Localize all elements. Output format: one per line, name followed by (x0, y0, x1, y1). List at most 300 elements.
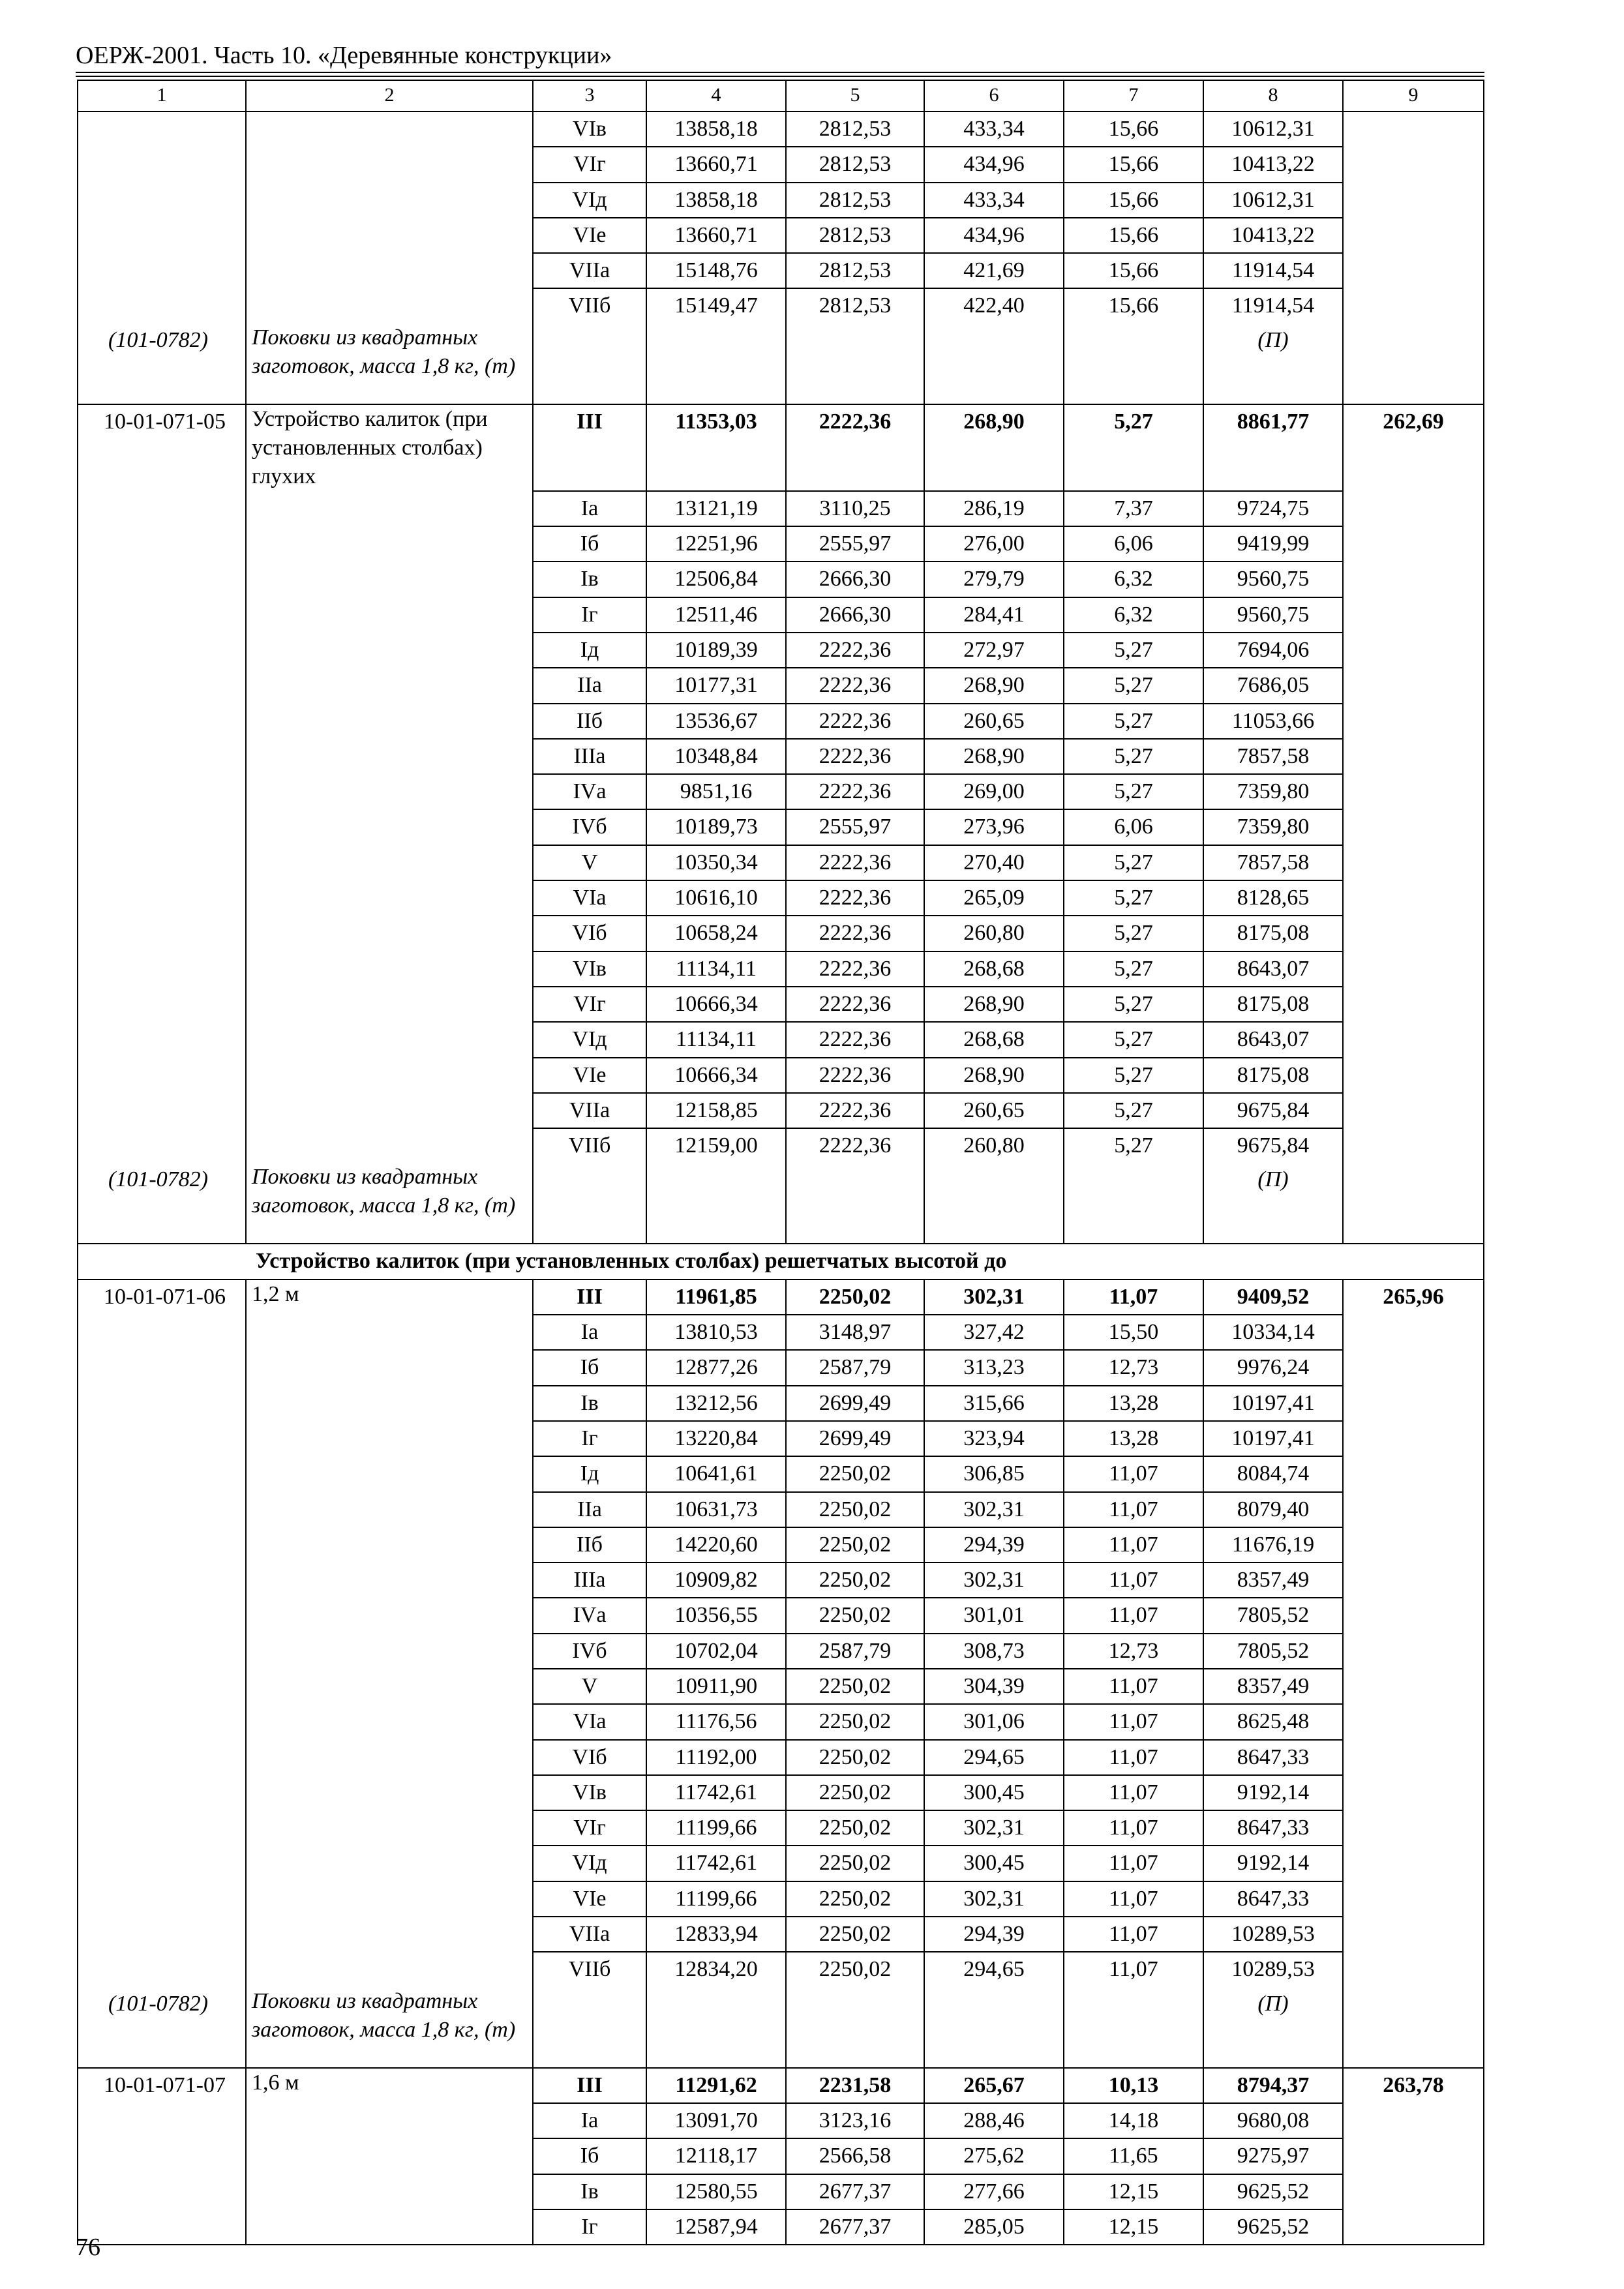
value-cell-col8: 11053,66 (1203, 704, 1343, 739)
description-cell (246, 147, 533, 182)
value-cell-col7: 11,65 (1064, 2138, 1203, 2174)
value-cell-col4: 10631,73 (646, 1492, 786, 1527)
note-text: Поковки из квадратных заготовок, масса 1,8 кг, (т) (246, 1987, 533, 2068)
col9-cell (1343, 1810, 1484, 1846)
value-cell-col8: 8643,07 (1203, 951, 1343, 987)
value-cell-col5: 2222,36 (786, 668, 924, 703)
value-cell-col6: 294,39 (924, 1527, 1064, 1563)
value-cell-col4: 11199,66 (646, 1881, 786, 1917)
value-cell-col8: 8647,33 (1203, 1810, 1343, 1846)
code-cell (78, 1421, 246, 1456)
code-cell (78, 1350, 246, 1385)
value-cell-col4: 12511,46 (646, 597, 786, 633)
value-cell-col8: 8175,08 (1203, 916, 1343, 951)
table-row (78, 218, 1484, 253)
code-cell (78, 288, 246, 323)
value-cell-col4: 11192,00 (646, 1740, 786, 1775)
value-cell-col7: 6,06 (1064, 809, 1203, 845)
empty-cell (533, 1163, 646, 1244)
value-cell-col8: 8647,33 (1203, 1881, 1343, 1917)
col9-cell (1343, 845, 1484, 880)
note-value: (П) (1203, 323, 1343, 404)
value-cell-col3: III (533, 2068, 646, 2103)
table-row (78, 2138, 1484, 2174)
col9-cell: 263,78 (1343, 2068, 1484, 2103)
value-cell-col3: IIа (533, 1492, 646, 1527)
value-cell-col3: VIIа (533, 1093, 646, 1128)
value-cell-col3: Iг (533, 597, 646, 633)
value-cell-col8: 8861,77 (1203, 404, 1343, 491)
value-cell-col4: 12587,94 (646, 2209, 786, 2245)
description-cell (246, 1421, 533, 1456)
value-cell-col8: 8643,07 (1203, 1022, 1343, 1057)
value-cell-col8: 8175,08 (1203, 1058, 1343, 1093)
value-cell-col3: IIIа (533, 1563, 646, 1598)
value-cell-col5: 2699,49 (786, 1386, 924, 1421)
value-cell-col4: 15148,76 (646, 253, 786, 288)
value-cell-col8: 8794,37 (1203, 2068, 1343, 2103)
table-row (78, 1022, 1484, 1057)
value-cell-col4: 12877,26 (646, 1350, 786, 1385)
table-row (78, 880, 1484, 916)
value-cell-col7: 5,27 (1064, 951, 1203, 987)
col9-cell (1343, 491, 1484, 526)
code-cell (78, 1704, 246, 1739)
value-cell-col8: 11914,54 (1203, 253, 1343, 288)
col9-cell (1343, 916, 1484, 951)
code-cell (78, 1527, 246, 1563)
value-cell-col4: 15149,47 (646, 288, 786, 323)
value-cell-col7: 11,07 (1064, 1952, 1203, 1986)
value-cell-col3: VIе (533, 1058, 646, 1093)
col9-cell (1343, 809, 1484, 845)
table-row (78, 1421, 1484, 1456)
value-cell-col3: VIв (533, 951, 646, 987)
value-cell-col4: 11742,61 (646, 1846, 786, 1881)
code-cell (78, 668, 246, 703)
value-cell-col8: 9680,08 (1203, 2103, 1343, 2138)
value-cell-col5: 2250,02 (786, 1917, 924, 1952)
table-row (78, 1128, 1484, 1163)
value-cell-col4: 13220,84 (646, 1421, 786, 1456)
column-number: 4 (646, 80, 786, 112)
value-cell-col5: 2250,02 (786, 1846, 924, 1881)
empty-cell (646, 1163, 786, 1244)
value-cell-col7: 12,73 (1064, 1350, 1203, 1385)
value-cell-col3: Iд (533, 633, 646, 668)
value-cell-col7: 5,27 (1064, 880, 1203, 916)
value-cell-col8: 7805,52 (1203, 1634, 1343, 1669)
value-cell-col4: 13858,18 (646, 183, 786, 218)
value-cell-col3: VIе (533, 1881, 646, 1917)
value-cell-col7: 12,73 (1064, 1634, 1203, 1669)
code-cell (78, 112, 246, 147)
value-cell-col3: V (533, 845, 646, 880)
value-cell-col4: 10909,82 (646, 1563, 786, 1598)
table-row (78, 1952, 1484, 1986)
value-cell-col4: 11134,11 (646, 1022, 786, 1057)
value-cell-col7: 7,37 (1064, 491, 1203, 526)
code-cell (78, 526, 246, 561)
value-cell-col4: 10189,73 (646, 809, 786, 845)
material-note-row (78, 323, 1484, 404)
value-cell-col5: 2222,36 (786, 916, 924, 951)
code-cell (78, 1634, 246, 1669)
code-cell (78, 561, 246, 597)
value-cell-col5: 2222,36 (786, 951, 924, 987)
value-cell-col6: 313,23 (924, 1350, 1064, 1385)
value-cell-col6: 276,00 (924, 526, 1064, 561)
table-row (78, 668, 1484, 703)
table-row (78, 987, 1484, 1022)
empty-cell (1064, 1987, 1203, 2068)
value-cell-col5: 2812,53 (786, 218, 924, 253)
value-cell-col6: 268,90 (924, 1058, 1064, 1093)
code-cell (78, 2103, 246, 2138)
code-cell (78, 1881, 246, 1917)
value-cell-col8: 10334,14 (1203, 1315, 1343, 1350)
empty-cell (533, 323, 646, 404)
value-cell-col3: Iв (533, 1386, 646, 1421)
value-cell-col5: 2812,53 (786, 112, 924, 147)
code-cell (78, 491, 246, 526)
code-cell (78, 1058, 246, 1093)
value-cell-col8: 9275,97 (1203, 2138, 1343, 2174)
col9-cell (1343, 1386, 1484, 1421)
value-cell-col3: Iа (533, 2103, 646, 2138)
value-cell-col7: 11,07 (1064, 1669, 1203, 1704)
description-cell (246, 2138, 533, 2174)
value-cell-col4: 12506,84 (646, 561, 786, 597)
value-cell-col7: 11,07 (1064, 1527, 1203, 1563)
page-number: 76 (76, 2234, 100, 2261)
value-cell-col6: 279,79 (924, 561, 1064, 597)
value-cell-col6: 422,40 (924, 288, 1064, 323)
empty-cell (924, 1163, 1064, 1244)
table-row (78, 597, 1484, 633)
col9-cell (1343, 1163, 1484, 1244)
value-cell-col7: 6,32 (1064, 561, 1203, 597)
value-cell-col3: IVа (533, 774, 646, 809)
value-cell-col6: 300,45 (924, 1775, 1064, 1810)
value-cell-col5: 2250,02 (786, 1704, 924, 1739)
value-cell-col5: 2250,02 (786, 1598, 924, 1633)
description-cell (246, 491, 533, 526)
value-cell-col6: 273,96 (924, 809, 1064, 845)
value-cell-col6: 260,65 (924, 704, 1064, 739)
header-rule (76, 72, 1484, 73)
value-cell-col7: 11,07 (1064, 1881, 1203, 1917)
description-cell (246, 2103, 533, 2138)
value-cell-col8: 10197,41 (1203, 1386, 1343, 1421)
description-cell (246, 1527, 533, 1563)
description-cell (246, 1810, 533, 1846)
value-cell-col5: 2666,30 (786, 561, 924, 597)
value-cell-col8: 10612,31 (1203, 183, 1343, 218)
code-cell: 10-01-071-06 (78, 1279, 246, 1315)
code-cell (78, 916, 246, 951)
value-cell-col7: 13,28 (1064, 1421, 1203, 1456)
value-cell-col8: 8357,49 (1203, 1669, 1343, 1704)
value-cell-col5: 2222,36 (786, 1022, 924, 1057)
table-row (78, 1093, 1484, 1128)
col9-cell (1343, 183, 1484, 218)
table-row (78, 739, 1484, 774)
value-cell-col5: 2587,79 (786, 1634, 924, 1669)
value-cell-col5: 2231,58 (786, 2068, 924, 2103)
table-row (78, 1740, 1484, 1775)
value-cell-col4: 10911,90 (646, 1669, 786, 1704)
col9-cell (1343, 880, 1484, 916)
value-cell-col7: 15,66 (1064, 183, 1203, 218)
empty-cell (1064, 1163, 1203, 1244)
header-rule-second (76, 76, 1484, 77)
table-row (78, 845, 1484, 880)
value-cell-col4: 13091,70 (646, 2103, 786, 2138)
col9-cell (1343, 1704, 1484, 1739)
value-cell-col3: Iб (533, 2138, 646, 2174)
value-cell-col3: VIг (533, 987, 646, 1022)
table-row (78, 1456, 1484, 1491)
value-cell-col3: Iг (533, 1421, 646, 1456)
value-cell-col7: 11,07 (1064, 1846, 1203, 1881)
code-cell: 10-01-071-07 (78, 2068, 246, 2103)
value-cell-col5: 2222,36 (786, 704, 924, 739)
value-cell-col4: 13660,71 (646, 218, 786, 253)
code-cell (78, 1810, 246, 1846)
value-cell-col3: III (533, 1279, 646, 1315)
value-cell-col8: 8647,33 (1203, 1740, 1343, 1775)
value-cell-col6: 434,96 (924, 147, 1064, 182)
col9-cell (1343, 561, 1484, 597)
value-cell-col7: 11,07 (1064, 1775, 1203, 1810)
description-cell (246, 951, 533, 987)
value-cell-col8: 9625,52 (1203, 2174, 1343, 2209)
description-cell (246, 1093, 533, 1128)
value-cell-col4: 11353,03 (646, 404, 786, 491)
value-cell-col7: 5,27 (1064, 704, 1203, 739)
note-value: (П) (1203, 1987, 1343, 2068)
code-cell (78, 1563, 246, 1598)
value-cell-col7: 11,07 (1064, 1563, 1203, 1598)
value-cell-col3: VIд (533, 1022, 646, 1057)
value-cell-col6: 265,09 (924, 880, 1064, 916)
code-cell (78, 597, 246, 633)
value-cell-col8: 9675,84 (1203, 1093, 1343, 1128)
value-cell-col3: VIд (533, 1846, 646, 1881)
col9-cell (1343, 147, 1484, 182)
value-cell-col5: 2250,02 (786, 1740, 924, 1775)
code-cell (78, 951, 246, 987)
value-cell-col3: Iб (533, 526, 646, 561)
note-text: Поковки из квадратных заготовок, масса 1,8 кг, (т) (246, 1163, 533, 1244)
description-cell (246, 597, 533, 633)
value-cell-col4: 12159,00 (646, 1128, 786, 1163)
value-cell-col8: 8625,48 (1203, 1704, 1343, 1739)
value-cell-col7: 13,28 (1064, 1386, 1203, 1421)
code-cell (78, 1386, 246, 1421)
value-cell-col6: 268,90 (924, 987, 1064, 1022)
code-cell (78, 1492, 246, 1527)
table-row (78, 1058, 1484, 1093)
value-cell-col3: VIе (533, 218, 646, 253)
value-cell-col6: 315,66 (924, 1386, 1064, 1421)
col9-cell (1343, 526, 1484, 561)
value-cell-col5: 3148,97 (786, 1315, 924, 1350)
description-cell (246, 1881, 533, 1917)
description-cell (246, 1563, 533, 1598)
value-cell-col4: 10350,34 (646, 845, 786, 880)
code-cell (78, 253, 246, 288)
value-cell-col4: 13810,53 (646, 1315, 786, 1350)
description-cell (246, 218, 533, 253)
value-cell-col7: 5,27 (1064, 1128, 1203, 1163)
value-cell-col6: 260,80 (924, 1128, 1064, 1163)
value-cell-col5: 2222,36 (786, 880, 924, 916)
rates-table (77, 80, 1484, 2245)
value-cell-col3: VIа (533, 880, 646, 916)
column-number: 6 (924, 80, 1064, 112)
description-cell (246, 916, 533, 951)
value-cell-col8: 7686,05 (1203, 668, 1343, 703)
description-cell (246, 739, 533, 774)
value-cell-col6: 268,68 (924, 951, 1064, 987)
value-cell-col5: 2222,36 (786, 1093, 924, 1128)
table-row (78, 1598, 1484, 1633)
value-cell-col3: IIб (533, 1527, 646, 1563)
description-cell (246, 2174, 533, 2209)
code-cell (78, 147, 246, 182)
col9-cell (1343, 774, 1484, 809)
col9-cell (1343, 1456, 1484, 1491)
value-cell-col3: Iа (533, 1315, 646, 1350)
description-cell (246, 1022, 533, 1057)
col9-cell (1343, 253, 1484, 288)
col9-cell (1343, 1058, 1484, 1093)
description-cell (246, 1775, 533, 1810)
value-cell-col4: 13858,18 (646, 112, 786, 147)
col9-cell (1343, 323, 1484, 404)
table-row (78, 2174, 1484, 2209)
value-cell-col7: 5,27 (1064, 739, 1203, 774)
column-number: 8 (1203, 80, 1343, 112)
value-cell-col3: VIб (533, 916, 646, 951)
code-cell (78, 1598, 246, 1633)
value-cell-col5: 2222,36 (786, 404, 924, 491)
value-cell-col5: 2812,53 (786, 147, 924, 182)
value-cell-col8: 10289,53 (1203, 1917, 1343, 1952)
value-cell-col4: 13536,67 (646, 704, 786, 739)
value-cell-col8: 8128,65 (1203, 880, 1343, 916)
value-cell-col8: 10413,22 (1203, 218, 1343, 253)
value-cell-col4: 10177,31 (646, 668, 786, 703)
value-cell-col8: 9625,52 (1203, 2209, 1343, 2245)
code-cell (78, 1128, 246, 1163)
value-cell-col5: 2222,36 (786, 739, 924, 774)
value-cell-col4: 11742,61 (646, 1775, 786, 1810)
table-row (78, 1279, 1484, 1315)
value-cell-col5: 3110,25 (786, 491, 924, 526)
value-cell-col6: 421,69 (924, 253, 1064, 288)
value-cell-col7: 11,07 (1064, 1492, 1203, 1527)
col9-cell (1343, 704, 1484, 739)
empty-cell (924, 323, 1064, 404)
column-number: 5 (786, 80, 924, 112)
value-cell-col6: 302,31 (924, 1810, 1064, 1846)
value-cell-col4: 10189,39 (646, 633, 786, 668)
value-cell-col8: 11914,54 (1203, 288, 1343, 323)
value-cell-col6: 288,46 (924, 2103, 1064, 2138)
value-cell-col7: 14,18 (1064, 2103, 1203, 2138)
col9-cell (1343, 1128, 1484, 1163)
col9-cell (1343, 987, 1484, 1022)
table-row (78, 1315, 1484, 1350)
column-number: 3 (533, 80, 646, 112)
table-row (78, 1775, 1484, 1810)
section-heading-row (78, 1244, 1484, 1279)
value-cell-col7: 11,07 (1064, 1598, 1203, 1633)
value-cell-col4: 11134,11 (646, 951, 786, 987)
value-cell-col8: 8357,49 (1203, 1563, 1343, 1598)
code-cell (78, 1952, 246, 1986)
description-cell (246, 1846, 533, 1881)
description-cell (246, 561, 533, 597)
value-cell-col7: 11,07 (1064, 1456, 1203, 1491)
table-row (78, 526, 1484, 561)
value-cell-col4: 12158,85 (646, 1093, 786, 1128)
value-cell-col7: 6,32 (1064, 597, 1203, 633)
col9-cell: 265,96 (1343, 1279, 1484, 1315)
value-cell-col3: VIг (533, 147, 646, 182)
value-cell-col4: 12118,17 (646, 2138, 786, 2174)
value-cell-col5: 2812,53 (786, 253, 924, 288)
col9-cell (1343, 739, 1484, 774)
table-row (78, 561, 1484, 597)
value-cell-col8: 9675,84 (1203, 1128, 1343, 1163)
code-cell (78, 218, 246, 253)
table-row (78, 1669, 1484, 1704)
col9-cell (1343, 2138, 1484, 2174)
column-number: 1 (78, 80, 246, 112)
col9-cell (1343, 1881, 1484, 1917)
table-row (78, 809, 1484, 845)
table-row (78, 1492, 1484, 1527)
description-cell (246, 809, 533, 845)
col9-cell (1343, 1917, 1484, 1952)
code-cell (78, 1022, 246, 1057)
value-cell-col7: 15,50 (1064, 1315, 1203, 1350)
col9-cell (1343, 1315, 1484, 1350)
description-cell (246, 183, 533, 218)
value-cell-col8: 8079,40 (1203, 1492, 1343, 1527)
description-cell (246, 2209, 533, 2245)
description-cell: Устройство калиток (при установленных столбах) глухих (246, 404, 533, 491)
empty-cell (646, 1987, 786, 2068)
description-cell (246, 774, 533, 809)
col9-cell (1343, 1598, 1484, 1633)
value-cell-col7: 5,27 (1064, 916, 1203, 951)
description-cell (246, 1058, 533, 1093)
value-cell-col8: 7857,58 (1203, 739, 1343, 774)
table-row (78, 288, 1484, 323)
description-cell (246, 1386, 533, 1421)
value-cell-col5: 2250,02 (786, 1775, 924, 1810)
code-cell (78, 1846, 246, 1881)
value-cell-col4: 13212,56 (646, 1386, 786, 1421)
description-cell (246, 1740, 533, 1775)
value-cell-col3: VIIб (533, 1952, 646, 1986)
table-row (78, 1527, 1484, 1563)
